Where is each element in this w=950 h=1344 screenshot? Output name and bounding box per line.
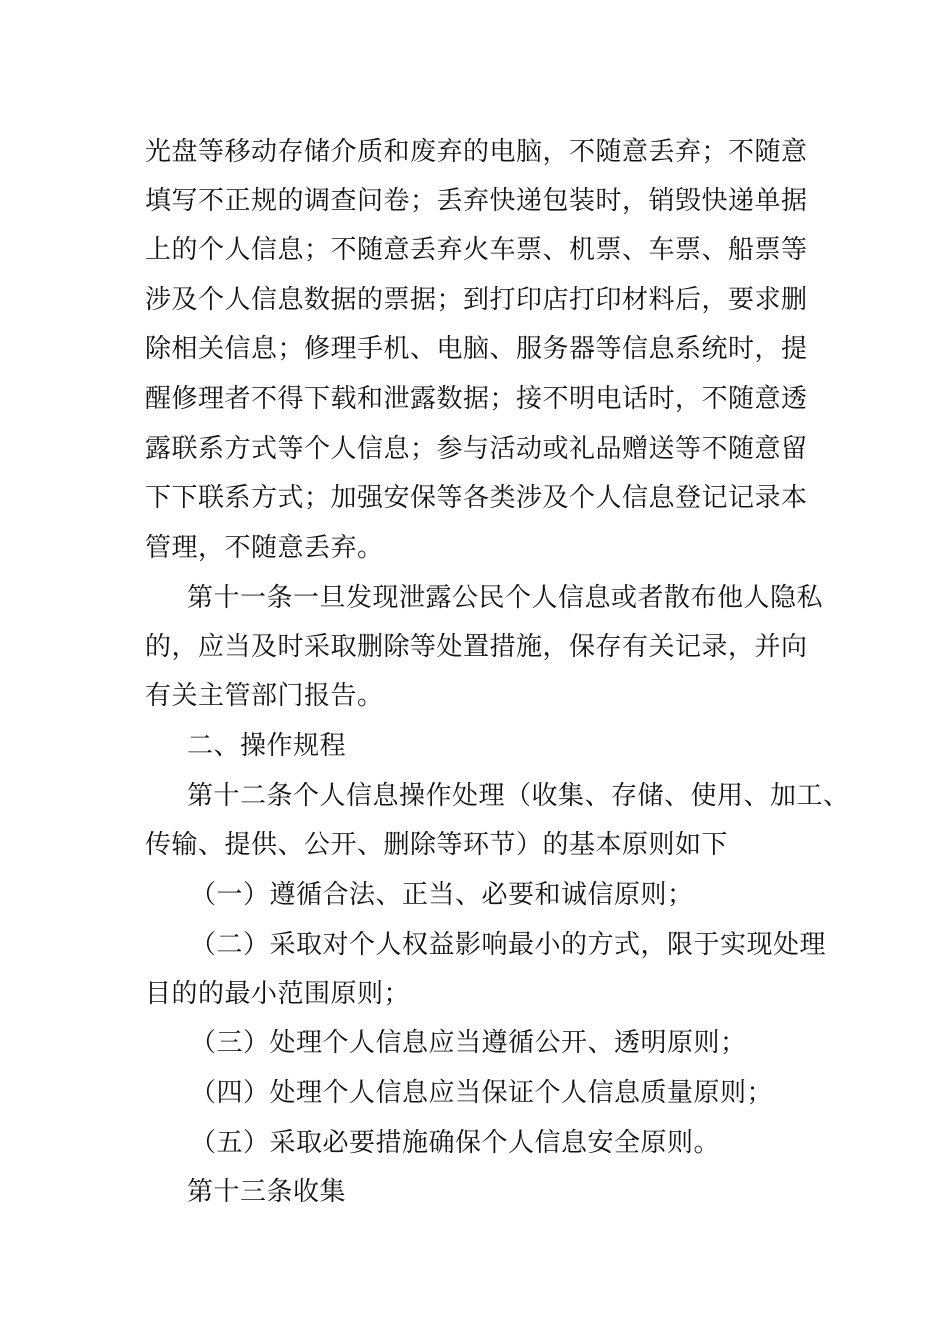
paragraph-line: 光盘等移动存储介质和废弃的电脑，不随意丢弃；不随意 xyxy=(145,137,808,167)
paragraph-line: 管理，不随意丢弃。 xyxy=(145,533,384,563)
paragraph-line: 目的的最小范围原则； xyxy=(145,979,411,1009)
article-13-heading: 第十三条收集 xyxy=(187,1177,347,1207)
principle-item: （四）处理个人信息应当保证个人信息质量原则； xyxy=(190,1078,774,1108)
principle-item: （三）处理个人信息应当遵循公开、透明原则； xyxy=(190,1028,747,1058)
principle-item: （二）采取对个人权益影响最小的方式，限于实现处理 xyxy=(190,930,827,960)
paragraph-line: 下下联系方式；加强安保等各类涉及个人信息登记记录本 xyxy=(145,483,808,513)
section-heading: 二、操作规程 xyxy=(187,731,347,761)
paragraph-line: 除相关信息；修理手机、电脑、服务器等信息系统时，提 xyxy=(145,334,808,364)
principle-item: （五）采取必要措施确保个人信息安全原则。 xyxy=(190,1128,721,1158)
paragraph-line: 涉及个人信息数据的票据；到打印店打印材料后，要求删 xyxy=(145,285,808,315)
paragraph-line: 填写不正规的调查问卷；丢弃快递包装时，销毁快递单据 xyxy=(145,186,808,216)
paragraph-line: 的，应当及时采取删除等处置措施，保存有关记录，并向 xyxy=(145,632,808,662)
principle-item: （一）遵循合法、正当、必要和诚信原则； xyxy=(190,880,694,910)
paragraph-line: 传输、提供、公开、删除等环节）的基本原则如下 xyxy=(145,830,729,860)
paragraph-line: 上的个人信息；不随意丢弃火车票、机票、车票、船票等 xyxy=(145,235,808,265)
paragraph-line: 有关主管部门报告。 xyxy=(145,681,384,711)
article-12-heading-line: 第十二条个人信息操作处理（收集、存储、使用、加工、 xyxy=(187,781,850,811)
article-11-heading-line: 第十一条一旦发现泄露公民个人信息或者散布他人隐私 xyxy=(187,583,824,613)
paragraph-line: 露联系方式等个人信息；参与活动或礼品赠送等不随意留 xyxy=(145,434,808,464)
paragraph-line: 醒修理者不得下载和泄露数据；接不明电话时，不随意透 xyxy=(145,384,808,414)
